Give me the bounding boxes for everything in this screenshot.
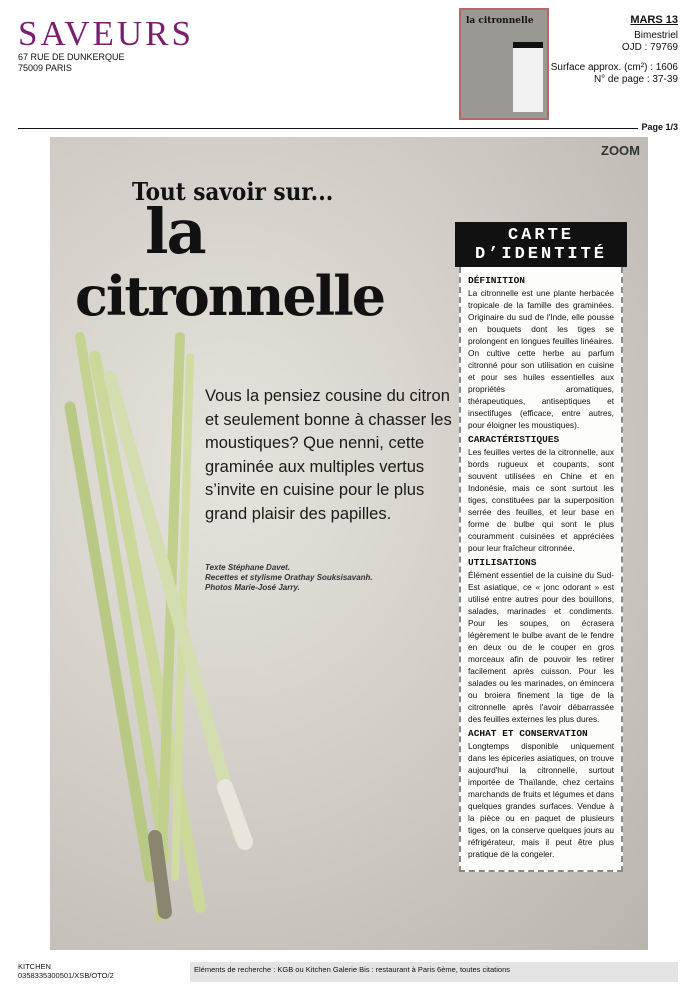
client-name: KITCHEN (18, 962, 51, 971)
stalk-bulb (225, 787, 245, 842)
card-section-text: Élément essentiel de la cuisine du Sud-Est asiatique, ce « jonc odorant » est utilisé entre autres pour des bouillons, salades, marinades et condiments. Pour les soupes, on écrasera légèrement le bulbe avant de le fendre en deux ou de le couper en gros morceaux afin de pouvoir les retirer facilement après cuisson. Pour les salades ou les marinades, on émincera ou broiera finement la tige de la citronnelle après l'avoir débarrassée des feuilles externes les plus dures. (468, 570, 614, 724)
credits (205, 563, 373, 593)
intro-text: Vous la pensiez cousine du citron et seulement bonne à chasser les moustiques? Que nenni, cette graminée aux multiples vertus s’invite en cuisine pour le plus grand plaisir des papilles. (205, 387, 452, 523)
thumbnail-title: la citronnelle (466, 16, 534, 26)
card-section-text: Les feuilles vertes de la citronnelle, aux bords rugueux et coupants, sont souvent utilisées en Chine et en Indonésie, mais ce sont surtout les tiges, constituées par la superposition serrée des feuilles, et leur base en forme de bulbe qui sont le plus couramment cuisinées et appréciées pour leur fraîcheur citronnée. (468, 447, 614, 553)
page-indicator: Page 1/3 (641, 122, 678, 132)
page-thumbnail[interactable] (459, 8, 549, 120)
credit-line: Photos Marie-José Jarry. (205, 583, 300, 592)
page-numbers: N° de page : 37-39 (593, 74, 678, 85)
card-section-heading: UTILISATIONS (468, 557, 537, 568)
section-label: ZOOM (601, 143, 640, 158)
stalk-bulb (155, 837, 165, 912)
surface: Surface approx. (cm²) : 1606 (550, 62, 678, 73)
issue-date: MARS 13 (630, 14, 678, 26)
title-line-2: citronnelle (75, 264, 385, 328)
divider (18, 128, 638, 129)
card-section-text: Longtemps disponible uniquement dans les épiceries asiatiques, on trouve aujourd'hui la citronnelle, surtout importée de Thaïlande, chez certains marchands de fruits et légumes et dans quelques grandes surfaces. Vendue à la pièce ou en paquet de plusieurs tiges, on la conserve quelques jours au réfrigérateur, mais il peut être plus pratique de la congeler. (468, 741, 614, 859)
card-section-heading: CARACTÉRISTIQUES (468, 434, 560, 445)
footer-client (18, 962, 114, 980)
article-scan (50, 137, 648, 950)
kicker: Tout savoir sur... (132, 177, 334, 206)
card-section-text: La citronnelle est une plante herbacée tropicale de la famille des graminées. Originaire du sud de l'Inde, elle pousse en bouquets dont les tiges se prolongent en longues feuilles linéaires. On cultive cette herbe au parfum citronné pour son utilisation en cuisine et pour ses huiles essentielles aux propriétés aromatiques, thérapeutiques, antiseptiques et insectifuges (efficace, entre autres, pour éloigner les moustiques). (468, 288, 614, 430)
card-body (459, 267, 623, 872)
publication-logo: SAVEURS (18, 14, 194, 53)
card-section-heading: DÉFINITION (468, 275, 526, 286)
identity-card (455, 222, 627, 872)
card-title: CARTE D’IDENTITÉ (455, 222, 627, 267)
search-terms: Eléments de recherche : KGB ou Kitchen Galerie Bis : restaurant à Paris 6ème, toutes citations (190, 962, 678, 982)
address-line: 67 RUE DE DUNKERQUE (18, 52, 125, 62)
credit-line: Recettes et stylisme Orathay Souksisavanh. (205, 573, 373, 582)
client-reference: 0358335300501/XSB/OTO/2 (18, 971, 114, 980)
card-section-heading: ACHAT ET CONSERVATION (468, 728, 588, 739)
thumbnail-card (513, 42, 543, 112)
address-line: 75009 PARIS (18, 63, 72, 73)
credit-line: Texte Stéphane Davet. (205, 563, 291, 572)
frequency: Bimestriel (634, 30, 678, 41)
title-line-1: la (145, 195, 205, 268)
ojd: OJD : 79769 (621, 42, 678, 53)
